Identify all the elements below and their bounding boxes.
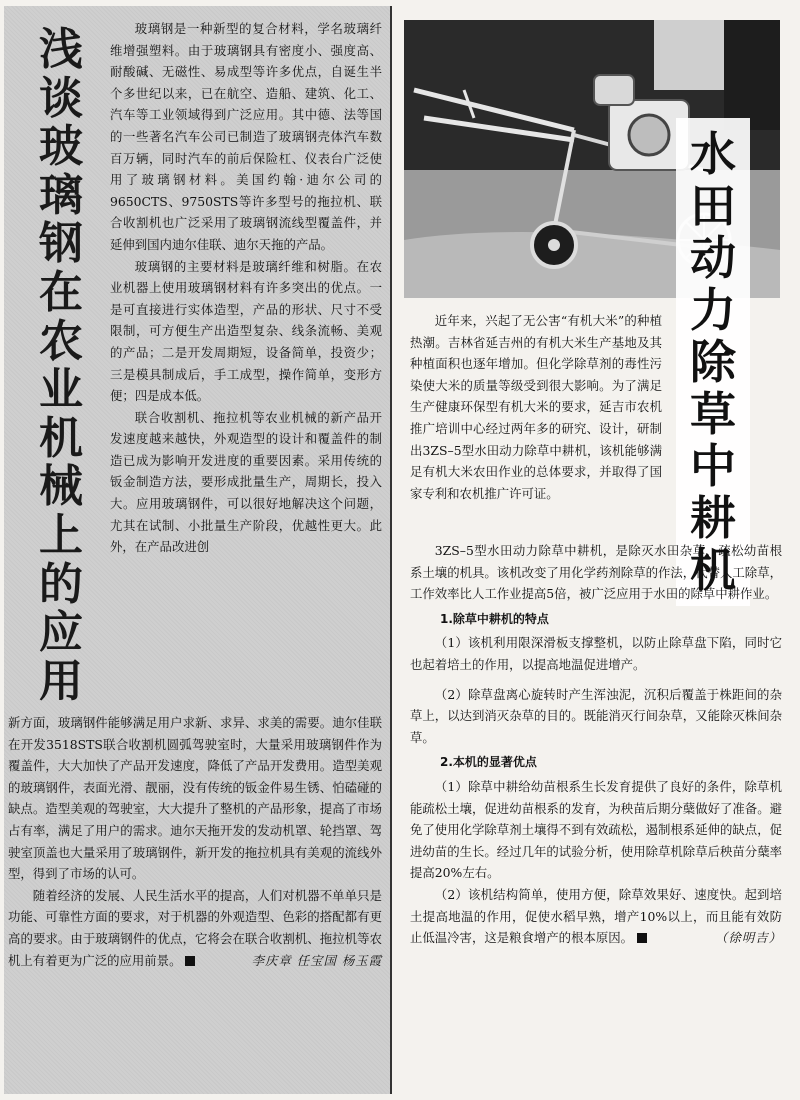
title-char: 浅 bbox=[39, 24, 83, 75]
body-paragraph: 新方面，玻璃钢件能够满足用户求新、求异、求美的需要。迪尔佳联在开发3518STS联合收割机圆弧驾驶室时，大量采用玻璃钢件作为覆盖件，大大加快了产品开发速度，降低了产品开发费用。造型美观的玻璃钢件，表面光滑、靓丽，没有传统的钣金件易生锈、怕磕碰的缺点。造型美观的驾驶室，大大提升了整机的产品形象，提高了市场占有率，满足了用户的需求。迪尔天拖开发的发动机罩、轮挡罩、驾驶室顶盖也大量采用了玻璃钢件，新开发的拖拉机具有美观的流线外型，得到了市场的认可。 bbox=[8, 715, 382, 882]
right-article-title bbox=[676, 118, 750, 606]
end-mark-icon bbox=[637, 933, 647, 943]
closing-text: 随着经济的发展、人民生活水平的提高，人们对机器不单单只是功能、可靠性方面的要求，对于机器的外观造型、色彩的搭配都有更高的要求。由于玻璃钢件的优点，它将会在联合收割机、拖拉机等农机上有着更为广泛的应用前景。 bbox=[8, 887, 382, 968]
title-char: 耕 bbox=[690, 491, 736, 545]
title-char: 在 bbox=[39, 266, 83, 318]
left-article-body-bottom bbox=[8, 712, 382, 971]
title-char: 谈 bbox=[39, 72, 83, 124]
body-paragraph: （1）该机利用限深滑板支撑整机，以防止除草盘下陷，同时它也起着培土的作用，以提高地温促进增产。 bbox=[410, 635, 782, 672]
left-article-author: 李庆章 任宝国 杨玉霞 bbox=[251, 952, 382, 968]
title-char: 田 bbox=[690, 179, 736, 233]
right-article-body bbox=[410, 540, 782, 949]
title-char: 除 bbox=[690, 335, 736, 389]
title-char: 玻 bbox=[39, 121, 83, 173]
title-char: 械 bbox=[39, 461, 83, 513]
closing-text: （2）该机结构简单，使用方便，除草效果好、速度快。起到培土提高地温的作用，促使水稻早熟，增产10%以上，而且能有效防止低温冷害，这是粮食增产的根本原因。 bbox=[410, 886, 782, 946]
body-paragraph: （2）除草盘离心旋转时产生浑浊泥，沉积后覆盖于株距间的杂草上，以达到消灭杂草的目的。既能消灭行间杂草，又能除灭株间杂草。 bbox=[410, 686, 782, 745]
left-article-title bbox=[16, 26, 106, 706]
title-char: 水 bbox=[690, 127, 736, 181]
title-char: 钢 bbox=[39, 218, 83, 270]
title-char: 业 bbox=[39, 364, 83, 416]
title-char: 璃 bbox=[39, 169, 83, 221]
title-char: 上 bbox=[39, 509, 83, 561]
title-char: 机 bbox=[39, 412, 83, 464]
title-char: 的 bbox=[39, 558, 83, 610]
title-char: 用 bbox=[39, 655, 83, 707]
body-paragraph: 近年来，兴起了无公害“有机大米”的种植热潮。吉林省延吉州的有机大米生产基地及其种植面积也逐年增加。但化学除草剂的毒性污染使大米的质量等级受到很大影响。为了满足生产健康环保型有机大米的要求，延吉市农机推广培训中心经过两年多的研究、设计，研制出3ZS–5型水田动力除草中耕机，该机能够满足有机大米农田作业的总体要求，并取得了国家专利和农机推广许可证。 bbox=[410, 313, 662, 501]
title-char: 中 bbox=[690, 439, 736, 493]
body-paragraph: 玻璃钢是一种新型的复合材料，学名玻璃纤维增强塑料。由于玻璃钢具有密度小、强度高、耐酸碱、无磁性、易成型等许多优点，自诞生半个多世纪以来，已在航空、造船、建筑、化工、汽车等工业领域得到广泛应用。其中德、法等国的一些著名汽车公司已制造了玻璃钢壳体汽车数百万辆，同时汽车的前后保险杠、仪表台广泛使用了玻璃钢材料。美国约翰·迪尔公司的9650CTS、9750STS等许多型号的拖拉机、联合收割机也广泛采用了玻璃钢流线型覆盖件，并延伸到国内迪尔佳联、迪尔天拖的产品。 bbox=[110, 21, 382, 252]
title-char: 力 bbox=[690, 283, 736, 337]
body-paragraph: 玻璃钢的主要材料是玻璃纤维和树脂。在农业机器上使用玻璃钢材料有许多突出的优点。一是可直接进行实体造型，产品的形状、尺寸不受限制，可方便生产出造型复杂、线条流畅、美观的产品；二是开发周期短，设备简单，投资少；三是模具制成后，手工成型，操作简单，变形方便；四是成本低。 bbox=[110, 258, 382, 404]
title-char: 机 bbox=[690, 543, 736, 597]
body-paragraph: 联合收割机、拖拉机等农业机械的新产品开发速度越来越快，外观造型的设计和覆盖件的制造已成为影响开发进度的重要因素。采用传统的钣金制造方法，要形成批量生产，周期长，投入大。应用玻璃钢件，可以很好地解决这个问题，尤其在试制、小批量生产阶段，优越性更大。此外，在产品改进创 bbox=[110, 409, 382, 555]
body-paragraph: （1）除草中耕给幼苗根系生长发育提供了良好的条件，除草机能疏松土壤，促进幼苗根系的发育，为秧苗后期分蘖做好了准备。避免了使用化学除草剂土壤得不到有效疏松，遏制根系延伸的缺点，促进幼苗的生长。经过几年的试验分析，使用除草机除草后秧苗分蘖率提高20%左右。 bbox=[410, 778, 782, 881]
end-mark-icon bbox=[185, 956, 195, 966]
body-paragraph bbox=[8, 885, 382, 971]
right-article-intro bbox=[410, 310, 662, 504]
title-char: 农 bbox=[39, 315, 83, 367]
title-char: 动 bbox=[690, 231, 736, 285]
body-paragraph: 3ZS–5型水田动力除草中耕机，是除灭水田杂草、疏松幼苗根系土壤的机具。该机改变了用化学药剂除草的作法，代替人工除草，工作效率比人工作业提高5倍，被广泛应用于水田的除草中耕作业。 bbox=[410, 543, 782, 602]
title-char: 草 bbox=[690, 387, 736, 441]
right-article-author: （徐明吉） bbox=[715, 930, 782, 946]
title-char: 应 bbox=[39, 607, 83, 659]
left-article-body-top bbox=[110, 18, 382, 558]
section-heading: 2.本机的显著优点 bbox=[440, 755, 537, 770]
section-heading: 1.除草中耕机的特点 bbox=[440, 611, 549, 626]
body-paragraph bbox=[410, 884, 782, 949]
